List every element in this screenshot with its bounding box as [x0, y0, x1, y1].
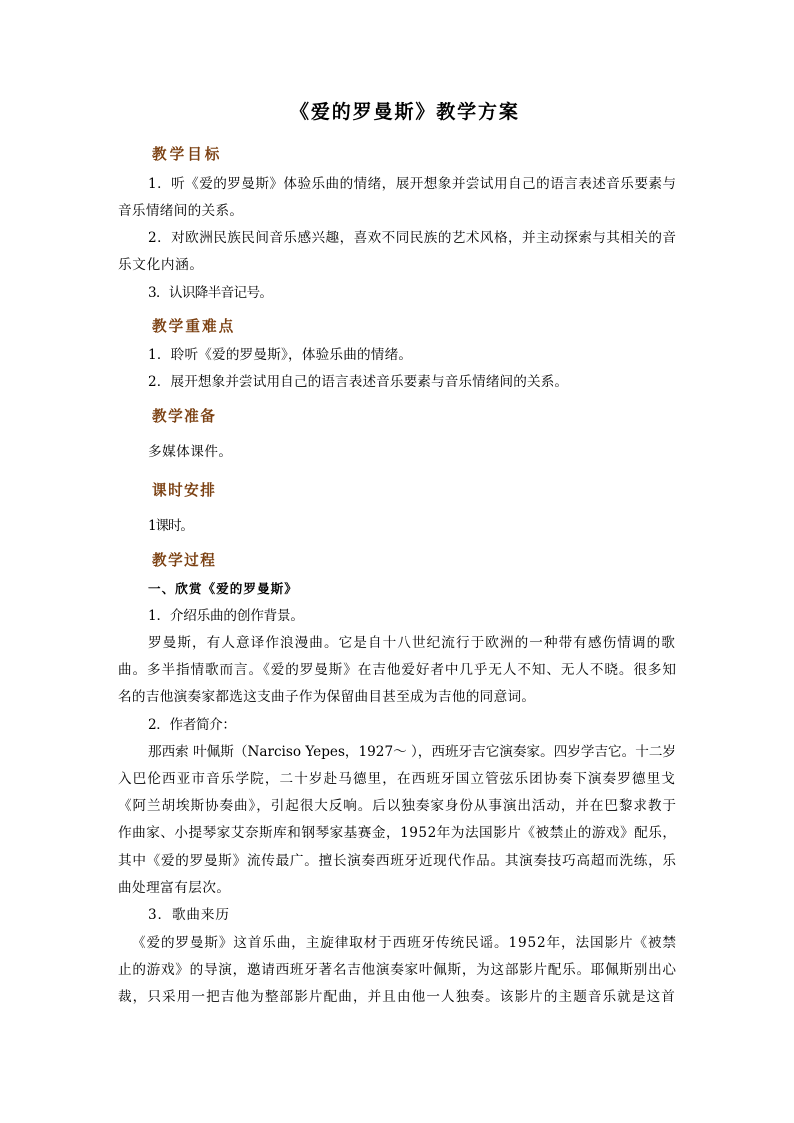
paragraph-line: 1．听《爱的罗曼斯》体验乐曲的情绪，展开想象并尝试用自己的语言表述音乐要素与	[148, 176, 677, 192]
paragraph-line: 2．作者简介：	[148, 717, 236, 733]
paragraph-line: 3．歌曲来历	[148, 907, 230, 923]
paragraph-line: 1课时。	[148, 518, 193, 534]
paragraph-line: 其中《爱的罗曼斯》流传最广。擅长演奏西班牙近现代作品。其演奏技巧高超而洗练，乐	[118, 853, 677, 869]
paragraph-line: 3．认识降半音记号。	[148, 285, 273, 301]
section-heading: 教学过程	[152, 552, 217, 569]
paragraph-line: 《爱的罗曼斯》这首乐曲，主旋律取材于西班牙传统民谣。1952年，法国影片《被禁	[132, 935, 677, 951]
paragraph-line: 《阿兰胡埃斯协奏曲》，引起很大反响。后以独奏家身份从事演出活动，并在巴黎求教于	[118, 798, 677, 814]
paragraph-line: 2．对欧洲民族民间音乐感兴趣，喜欢不同民族的艺术风格，并主动探索与其相关的音	[148, 230, 677, 246]
paragraph-line: 名的吉他演奏家都选这支曲子作为保留曲目甚至成为吉他的同意词。	[118, 689, 536, 705]
paragraph-line: 曲处理富有层次。	[118, 880, 231, 896]
document-title: 《爱的罗曼斯》教学方案	[290, 101, 520, 123]
paragraph-line: 入巴伦西亚市音乐学院，二十岁赴马德里，在西班牙国立管弦乐团协奏下演奏罗德里戈	[118, 771, 676, 787]
section-heading: 课时安排	[152, 482, 217, 499]
section-heading: 教学准备	[152, 408, 217, 425]
paragraph-line: 1．介绍乐曲的创作背景。	[148, 608, 304, 624]
paragraph-line: 止的游戏》的导演，邀请西班牙著名吉他演奏家叶佩斯，为这部影片配乐。耶佩斯别出心	[118, 962, 677, 978]
paragraph-line: 那西索 叶佩斯（Narciso Yepes，1927～ ），西班牙吉它演奏家。四岁学吉它。十二岁	[148, 744, 677, 760]
paragraph-line: 多媒体课件。	[148, 444, 233, 460]
paragraph-line: 2．展开想象并尝试用自己的语言表述音乐要素与音乐情绪间的关系。	[148, 374, 569, 390]
section-heading: 教学重难点	[152, 318, 236, 335]
subsection-heading: 一、欣赏《爱的罗曼斯》	[148, 581, 298, 596]
paragraph-line: 音乐情绪间的关系。	[118, 203, 244, 219]
paragraph-line: 乐文化内涵。	[118, 257, 204, 273]
paragraph-line: 裁，只采用一把吉他为整部影片配曲，并且由他一人独奏。该影片的主题音乐就是这首	[118, 989, 676, 1005]
paragraph-line: 1．聆听《爱的罗曼斯》，体验乐曲的情绪。	[148, 347, 413, 363]
section-heading: 教学目标	[152, 146, 223, 163]
paragraph-line: 曲。多半指情歌而言。《爱的罗曼斯》在吉他爱好者中几乎无人不知、无人不晓。很多知	[118, 662, 677, 678]
paragraph-line: 罗曼斯，有人意译作浪漫曲。它是自十八世纪流行于欧洲的一种带有感伤情调的歌	[148, 635, 676, 651]
paragraph-line: 作曲家、小提琴家艾奈斯库和钢琴家基赛金，1952年为法国影片《被禁止的游戏》配乐，	[118, 825, 677, 841]
